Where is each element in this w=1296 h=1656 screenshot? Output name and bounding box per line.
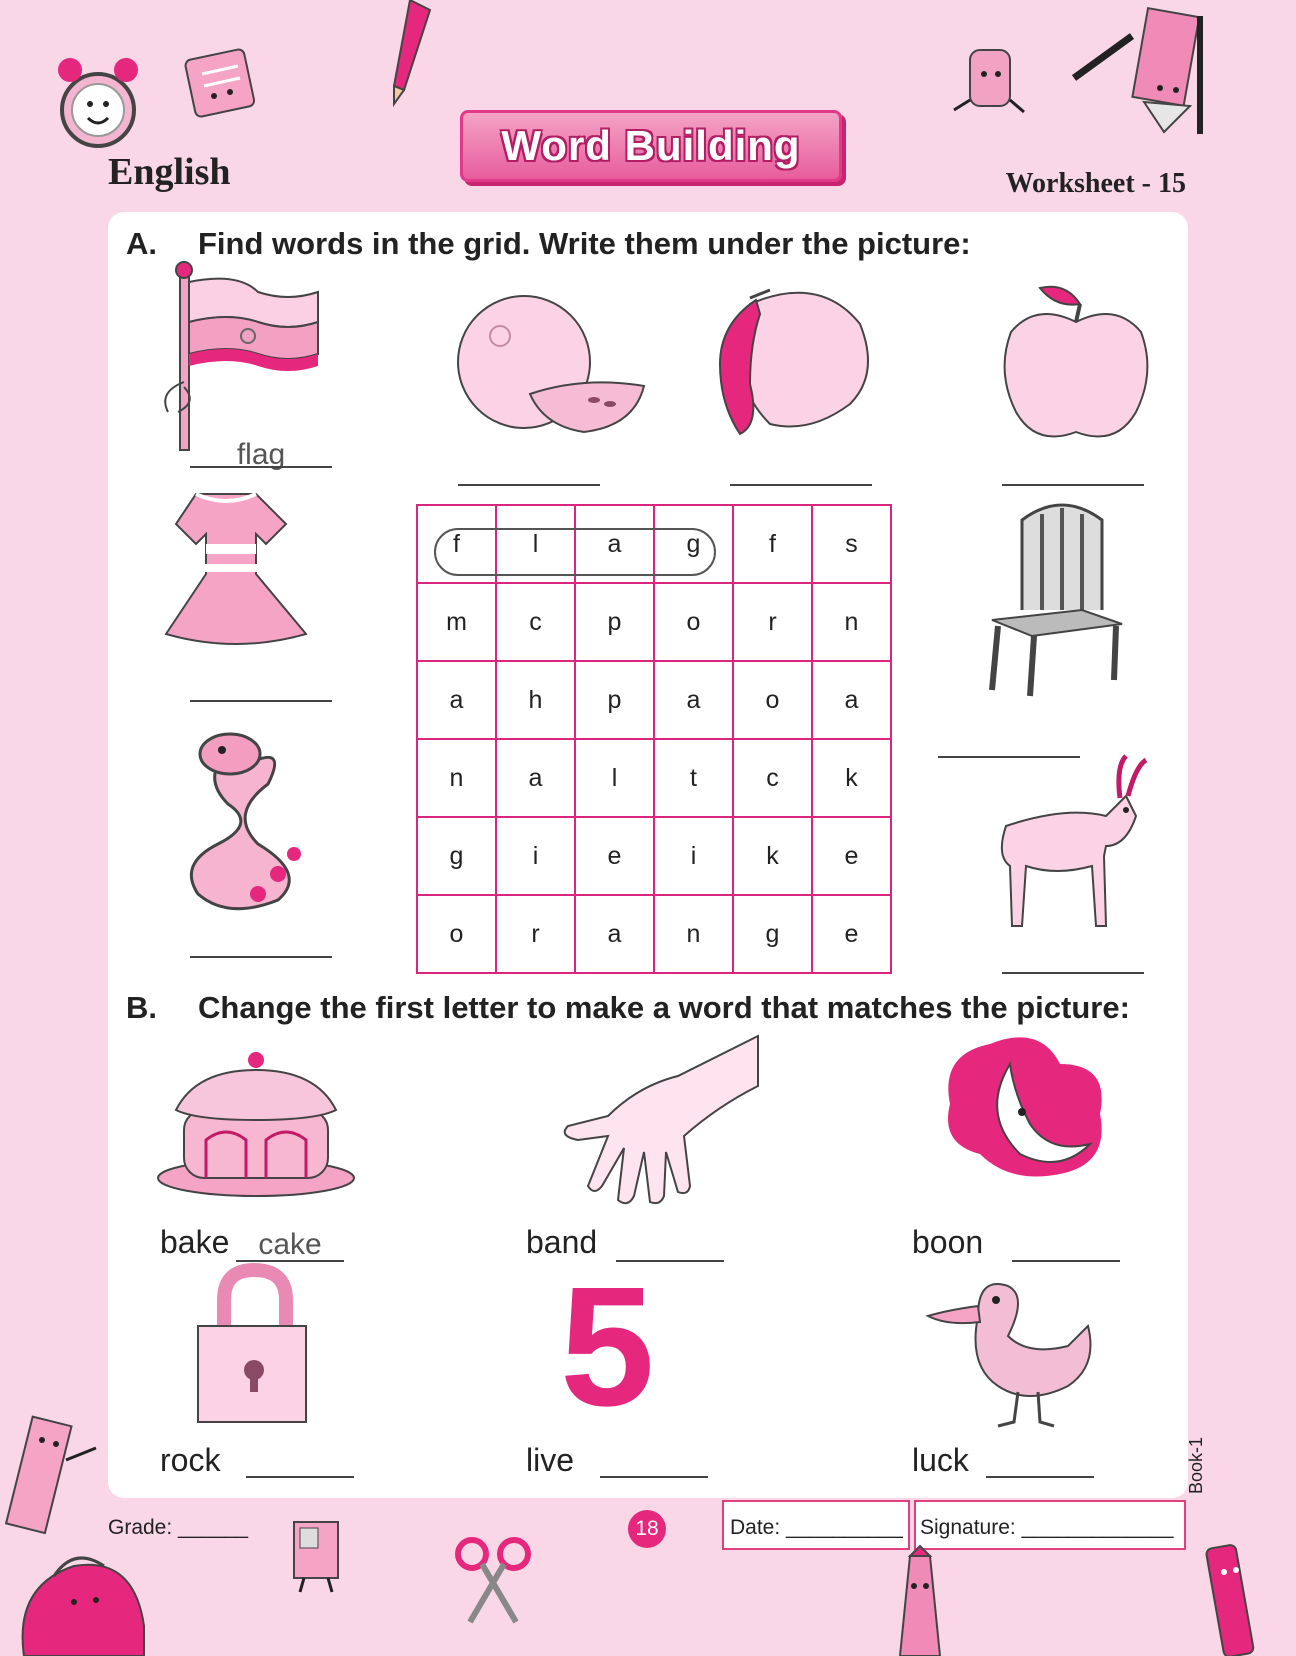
grid-cell[interactable]: a (417, 661, 496, 739)
flag-answer-line[interactable] (190, 466, 332, 468)
grid-row (417, 739, 891, 817)
eraser-icon (950, 40, 1030, 120)
grid-cell[interactable]: e (812, 895, 891, 973)
pen-character-icon (1194, 1536, 1274, 1656)
apple-answer-line[interactable] (1002, 484, 1144, 486)
grid-row (417, 895, 891, 973)
pencil-character-icon (1070, 6, 1210, 136)
dress-answer-line[interactable] (190, 700, 332, 702)
alarm-clock-icon (56, 48, 146, 158)
dress-icon (136, 484, 326, 654)
grid-row (417, 583, 891, 661)
goat-answer-line[interactable] (1002, 972, 1144, 974)
title-banner (460, 110, 842, 182)
grid-cell[interactable]: c (496, 583, 575, 661)
grid-cell[interactable]: o (654, 583, 733, 661)
grid-row (417, 817, 891, 895)
date-box (722, 1500, 910, 1550)
grid-cell[interactable]: f (417, 505, 496, 583)
grid-cell[interactable]: t (654, 739, 733, 817)
grid-cell[interactable]: p (575, 583, 654, 661)
grid-cell[interactable]: m (417, 583, 496, 661)
signature-field[interactable]: Signature: _____________ (920, 1516, 1174, 1539)
grid-cell[interactable]: l (496, 505, 575, 583)
live-word: live (526, 1442, 575, 1478)
grid-cell[interactable]: a (575, 895, 654, 973)
bake-word: bake (160, 1224, 230, 1260)
flag-answer: flag (236, 438, 286, 471)
mango-answer-line[interactable] (730, 484, 872, 486)
flag-word-circle (434, 528, 716, 576)
crayon-character-icon (880, 1546, 960, 1656)
grid-cell[interactable]: g (417, 817, 496, 895)
grid-cell[interactable]: s (812, 505, 891, 583)
grid-cell[interactable]: a (654, 661, 733, 739)
five-icon: 5 (560, 1252, 655, 1442)
date-field[interactable]: Date: __________ (730, 1516, 903, 1539)
moon-icon (940, 1034, 1110, 1184)
chair-icon (982, 500, 1132, 700)
rock-word: rock (160, 1442, 221, 1478)
snake-answer-line[interactable] (190, 956, 332, 958)
section-a-heading (126, 226, 971, 262)
duck-answer-line[interactable] (986, 1476, 1094, 1478)
flag-icon (148, 262, 318, 452)
grid-cell[interactable]: c (733, 739, 812, 817)
scissors-icon (454, 1536, 534, 1626)
section-b-letter: B. (126, 990, 157, 1025)
grid-cell[interactable]: r (496, 895, 575, 973)
section-a-instruction: Find words in the grid. Write them under the picture: (198, 226, 971, 261)
section-a-letter: A. (126, 226, 157, 261)
snake-icon (148, 724, 328, 914)
grid-cell[interactable]: k (733, 817, 812, 895)
grid-cell[interactable]: i (496, 817, 575, 895)
cake-answer-line[interactable] (236, 1260, 344, 1262)
notebook-icon (180, 44, 270, 124)
worksheet-number: Worksheet - 15 (1005, 168, 1186, 199)
grade-field[interactable]: Grade: ______ (108, 1516, 249, 1539)
moon-answer-line[interactable] (1012, 1260, 1120, 1262)
cake-icon (156, 1050, 356, 1200)
sharpener-icon (284, 1518, 354, 1598)
section-b-instruction: Change the first letter to make a word that matches the picture: (198, 990, 1130, 1025)
grid-cell[interactable]: g (654, 505, 733, 583)
orange-icon (444, 286, 644, 436)
boon-word: boon (912, 1224, 984, 1260)
pencil-icon (380, 0, 440, 110)
grid-cell[interactable]: h (496, 661, 575, 739)
orange-answer-line[interactable] (458, 484, 600, 486)
hand-icon (558, 1036, 758, 1206)
grid-cell[interactable]: i (654, 817, 733, 895)
apple-icon (996, 282, 1156, 452)
grid-cell[interactable]: n (417, 739, 496, 817)
duck-icon (928, 1276, 1098, 1436)
signature-box (914, 1500, 1186, 1550)
page-title: Word Building (501, 122, 801, 169)
lock-answer-line[interactable] (246, 1476, 354, 1478)
grid-cell[interactable]: a (812, 661, 891, 739)
lock-icon (194, 1270, 324, 1430)
grid-cell[interactable]: g (733, 895, 812, 973)
mango-icon (700, 284, 880, 444)
five-answer-line[interactable] (600, 1476, 708, 1478)
cake-answer: cake (258, 1228, 322, 1261)
book-label: Book-1 (1186, 1436, 1206, 1494)
section-b-heading (126, 990, 1130, 1026)
luck-word: luck (912, 1442, 969, 1478)
grid-cell[interactable]: n (654, 895, 733, 973)
subject-label: English (108, 151, 231, 193)
grid-cell[interactable]: l (575, 739, 654, 817)
grid-row (417, 661, 891, 739)
grid-cell[interactable]: a (496, 739, 575, 817)
bag-character-icon (14, 1546, 154, 1656)
grid-cell[interactable]: n (812, 583, 891, 661)
grid-cell[interactable]: r (733, 583, 812, 661)
grid-cell[interactable]: o (417, 895, 496, 973)
grid-cell[interactable]: f (733, 505, 812, 583)
grid-cell[interactable]: o (733, 661, 812, 739)
grid-cell[interactable]: p (575, 661, 654, 739)
page-number: 18 (628, 1510, 666, 1548)
ruler-character-icon (10, 1410, 100, 1540)
goat-icon (976, 756, 1146, 936)
grid-cell[interactable]: a (575, 505, 654, 583)
grid-cell[interactable]: e (575, 817, 654, 895)
grid-cell[interactable]: k (812, 739, 891, 817)
band-word: band (526, 1224, 598, 1260)
grid-cell[interactable]: e (812, 817, 891, 895)
